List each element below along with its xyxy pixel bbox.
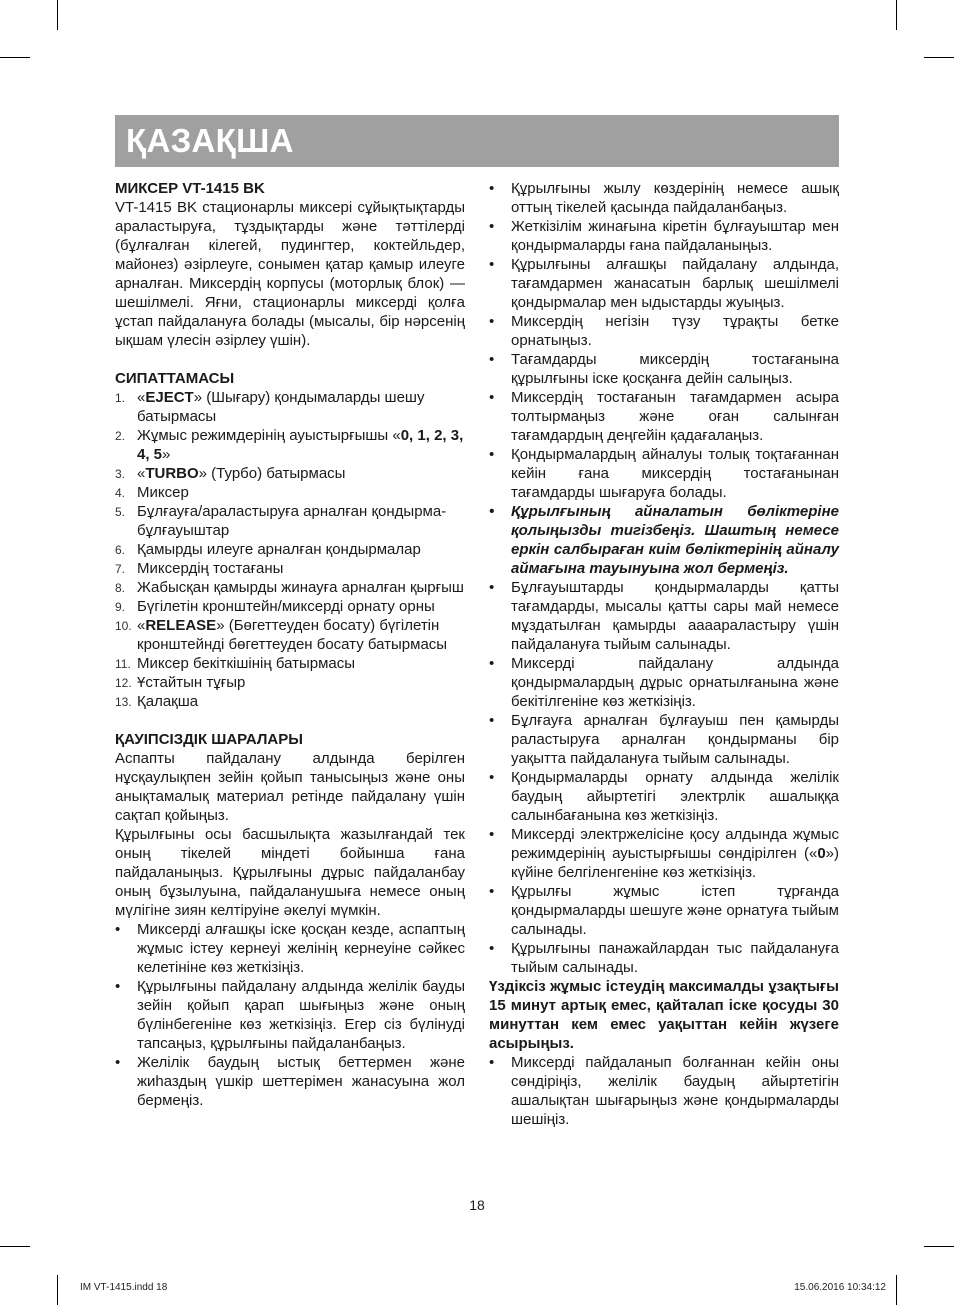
crop-mark <box>0 1246 30 1247</box>
crop-mark <box>896 0 897 30</box>
bullet-item: • Желілік баудың ыстық беттермен және жиһаздың үшкір шеттерімен жанасуына жол бермеңіз. <box>115 1053 465 1110</box>
crop-mark <box>896 1275 897 1305</box>
crop-mark <box>57 0 58 30</box>
crop-mark <box>57 1275 58 1305</box>
bullet-item: • Бұлғауыштарды қондырмаларды қатты тағамдарды, мысалы қатты сары май немесе мұздатылған қамырды аааараластыру үшін пайдалануға тыйым салынады. <box>489 578 839 654</box>
bullet-item: • Миксерді электржелісіне қосу алдында жұмыс режимдерінің ауыстырғышы сөндірілген («0») күйіне белгіленгеніне көз жеткізіңіз. <box>489 825 839 882</box>
safety-para-2: Құрылғыны осы басшылықта жазылғандай тек оның тікелей міндеті бойынша ғана пайдаланыңыз. Құрылғыны дұрыс пайдаланбау оның бұзылуына, пайдаланушыға немесе оның мүлігіне зиян келтіруіне әкелуі мүмкін. <box>115 826 465 919</box>
list-item: 2. Жұмыс режимдерінің ауыстырғышы «0, 1, 2, 3, 4, 5» <box>115 427 464 463</box>
crop-mark <box>924 57 954 58</box>
list-item: 4. Миксер <box>115 484 189 501</box>
crop-mark <box>0 57 30 58</box>
bullet-item: • Құрылғы жұмыс істеп тұрғанда қондырмаларды шешуге және орнатуға тыйым салынады. <box>489 882 839 939</box>
list-item: 3. «TURBO» (Турбо) батырмасы <box>115 465 346 482</box>
left-column <box>115 179 465 1110</box>
list-item: 8. Жабысқан қамырды жинауға арналған қырғыш <box>115 579 464 596</box>
intro-heading: МИКСЕР VT-1415 BK <box>115 180 265 197</box>
bullet-item: • Құрылғыны жылу көздерінің немесе ашық оттың тікелей қасында пайдаланбаңыз. <box>489 179 839 217</box>
bullet-item: • Тағамдарды миксердің тостағанына құрылғыны іске қосқанға дейін салыңыз. <box>489 350 839 388</box>
bullet-item: • Миксерді пайдаланып болғаннан кейін оны сөндіріңіз, желілік баудың айыртетігін ашалықтан шығарыңыз және қондырмаларды шешіңіз. <box>489 1053 839 1129</box>
description-list <box>115 388 465 711</box>
list-item: 11. Миксер бекіткішінің батырмасы <box>115 655 356 672</box>
bullet-item: • Құрылғыны пайдалану алдында желілік бауды зейін қойып қарап шығыңыз және оның бүлінбегеніне көз жеткізіңіз. Егер сіз бүлінуді тапсаңыз, құрылғыны пайдаланбаңыз. <box>115 977 465 1053</box>
list-item: 5. Бұлғауға/араластыруға арналған қондырма-бұлғауыштар <box>115 503 447 539</box>
safety-bullets-left <box>115 920 465 1110</box>
list-item: 7. Миксердің тостағаны <box>115 560 284 577</box>
footer-file: IM VT-1415.indd 18 <box>80 1282 168 1293</box>
list-item: 9. Бүгілетін кронштейн/миксерді орнату орны <box>115 598 435 615</box>
list-item: 12. Ұстайтын тұғыр <box>115 674 246 691</box>
bullet-item-warning: • Құрылғының айналатын бөліктеріне қолыңызды тигізбеңіз. Шаштың немесе еркін салбыраған киім бөліктерінің айналу аймағына тауынуына жол бермеңіз. <box>489 502 839 578</box>
list-item: 1. «EJECT» (Шығару) қондымаларды шешу батырмасы <box>115 389 425 425</box>
bullet-item: • Бұлғауға арналған бұлғауыш пен қамырды раластыруға арналған қондырманы бір уақытта пайдалануға тыйым салынады. <box>489 711 839 768</box>
crop-mark <box>924 1246 954 1247</box>
right-column <box>489 179 839 1129</box>
bullet-item: • Миксерді алғашқы іске қосқан кезде, аспаптың жұмыс істеу кернеуі желінің кернеуіне сәйкес келетініне көз жеткізіңіз. <box>115 920 465 977</box>
list-item: 6. Қамырды илеуге арналған қондырмалар <box>115 541 421 558</box>
bullet-item: • Құрылғыны панажайлардан тыс пайдалануға тыйым салынады. <box>489 939 839 977</box>
safety-bullets-final <box>489 1053 839 1129</box>
bullet-item: • Құрылғыны алғашқы пайдалану алдында, тағамдармен жанасатын барлық шешілмелі қондырмалар мен ыдыстарды жуыңыз. <box>489 255 839 312</box>
description-heading: СИПАТТАМАСЫ <box>115 370 235 387</box>
bullet-item: • Қондырмалардың айналуы толық тоқтағаннан кейін ғана миксердің тостағанынан тағамдарды шығаруға болады. <box>489 445 839 502</box>
safety-para-1: Аспапты пайдалану алдында берілген нұсқаулықпен зейін қойып танысыңыз және оны анықтамалық материал ретінде пайдалану үшін сақтап қойыңыз. <box>115 750 465 824</box>
bullet-item: • Миксерді пайдалану алдында қондырмалардың дұрыс орнатылғанына және бекітілгеніне көз жеткізіңіз. <box>489 654 839 711</box>
bullet-item: • Миксердің негізін түзу тұрақты бетке орнатыңыз. <box>489 312 839 350</box>
bullet-item: • Жеткізілім жинағына кіретін бұлғауыштар мен қондырмаларды ғана пайдаланыңыз. <box>489 217 839 255</box>
bullet-item: • Қондырмаларды орнату алдында желілік баудың айыртетігі электрлік ашалыққа салынбағанына көз жеткізіңіз. <box>489 768 839 825</box>
duty-cycle-note: Үздіксіз жұмыс істеудің максималды ұзақтығы 15 минут артық емес, қайталап іске қосуды 30 минуттан кем емес уақыттан кейін жүзеге асырыңыз. <box>489 978 839 1052</box>
safety-heading: ҚАУІПСІЗДІК ШАРАЛАРЫ <box>115 731 303 748</box>
language-banner <box>115 115 839 167</box>
bullet-item: • Миксердің тостағанын тағамдармен асыра толтырмаңыз және оған салынған тағамдардың деңгейін қадағалаңыз. <box>489 388 839 445</box>
page-number: 18 <box>469 1197 485 1213</box>
list-item: 10. «RELEASE» (Бөгеттеуден босату) бүгілетін кронштейнді бөгеттеуден босату батырмасы <box>115 617 448 653</box>
list-item: 13. Қалақша <box>115 693 199 710</box>
banner-title: ҚАЗАҚША <box>126 122 294 159</box>
safety-bullets-right <box>489 179 839 977</box>
footer-date: 15.06.2016 10:34:12 <box>794 1282 886 1293</box>
intro-text: VT-1415 BK стационарлы миксері сұйықтықтарды араластыруға, тұздықтарды және тәттілерді (бұлғалған кілегей, пудингтер, коктейльдер, майонез) әзірлеуге, сонымен қатар қамыр илеуге арналған. Миксердің корпусы (моторлық блок) — шешілмелі. Яғни, стационарлы миксерді қолға ұстап пайдалануға болады (мысалы, бір нәрсенің ықшам үлесін әзірлеу үшін). <box>115 199 465 349</box>
